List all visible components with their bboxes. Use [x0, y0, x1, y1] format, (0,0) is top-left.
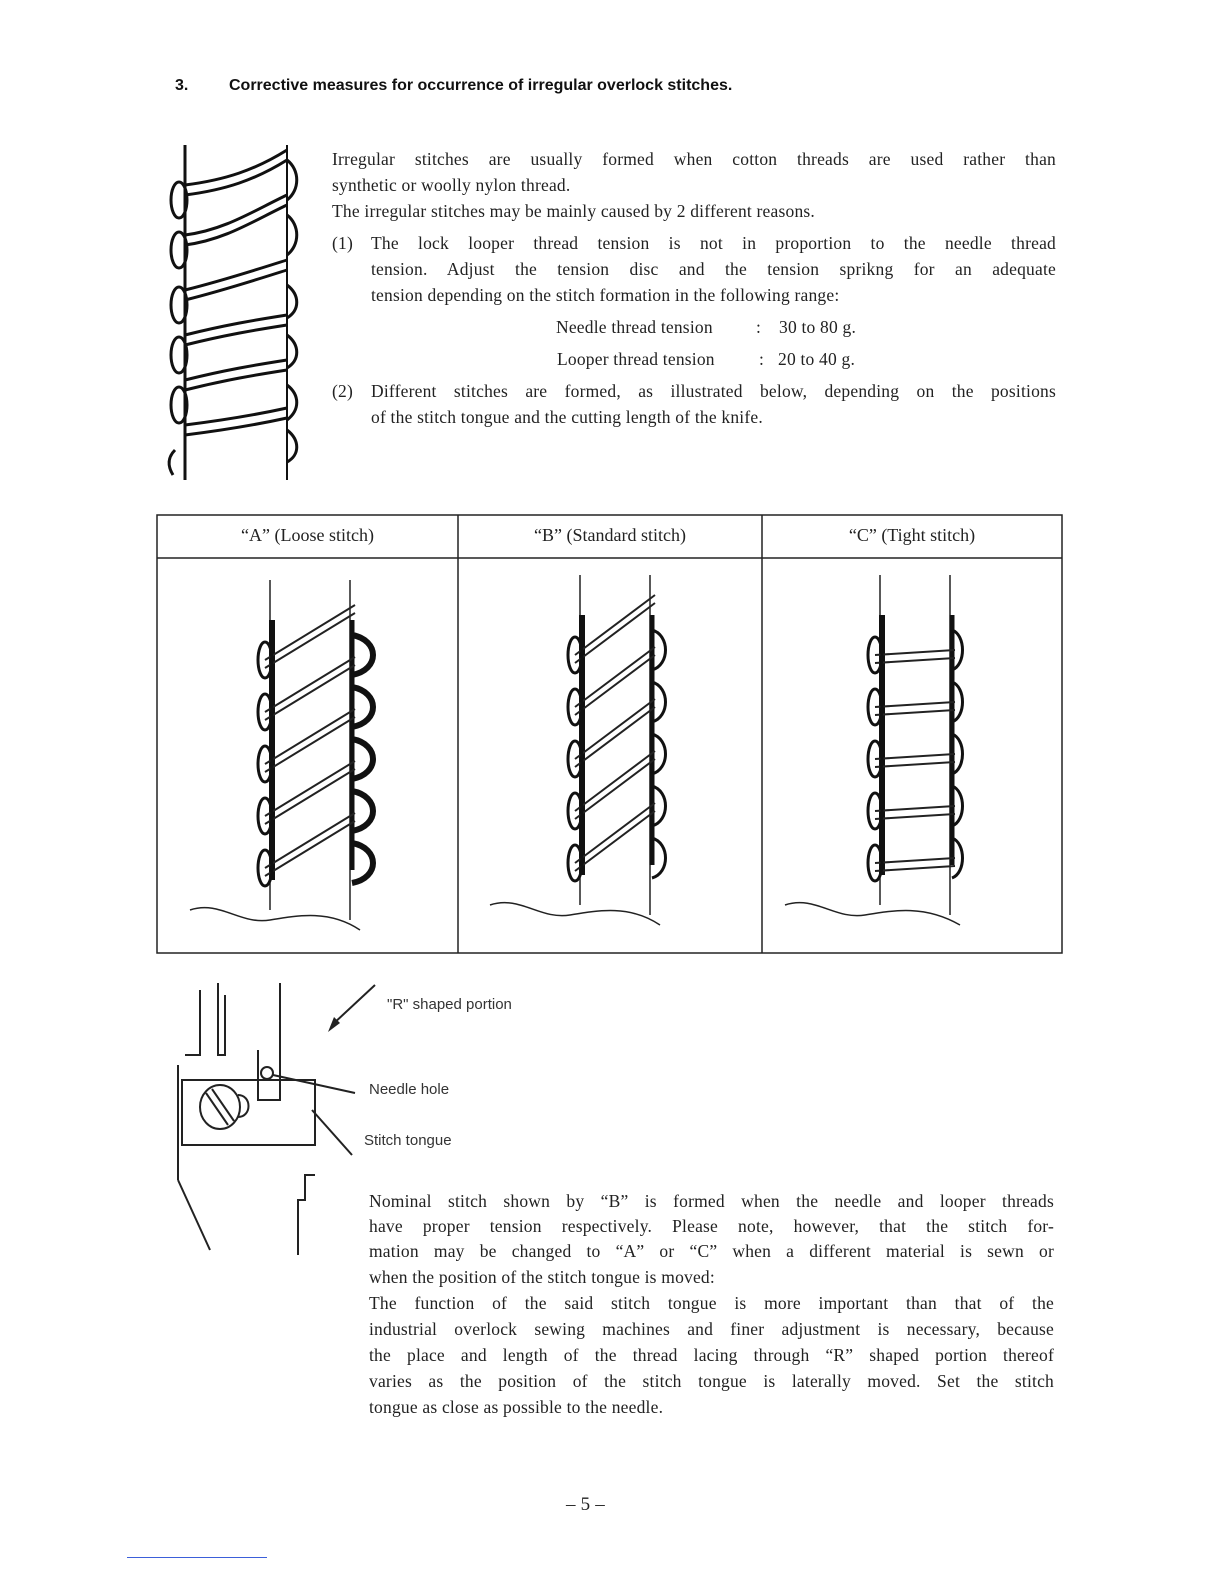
- column-header-loose-stitch: “A” (Loose stitch): [241, 525, 374, 545]
- closing-line: Nominal stitch shown by “B” is formed when the needle and looper threads: [369, 1191, 1054, 1211]
- loop: [352, 791, 373, 831]
- reason2-number: (2): [332, 381, 354, 401]
- closing-line: The function of the said stitch tongue is more important than that of the: [369, 1293, 1054, 1313]
- loose-stitch-illustration: [190, 580, 430, 940]
- looper-thread: [875, 858, 955, 871]
- standard-stitch-illustration: [490, 575, 730, 935]
- intro-line: Irregular stitches are usually formed when cotton threads are used rather than: [332, 149, 1056, 169]
- looper-thread: [575, 803, 655, 871]
- fabric-edge: [490, 903, 660, 925]
- column-header-tight-stitch: “C” (Tight stitch): [848, 525, 976, 545]
- section-number: 3.: [175, 77, 189, 94]
- reason1-line: The lock looper thread tension is not in proportion to the needle thread: [371, 233, 1056, 253]
- closing-line: tongue as close as possible to the needle.: [369, 1397, 664, 1417]
- looper-thread: [265, 813, 355, 876]
- looper-tension-sep: :: [759, 349, 765, 369]
- closing-line: have proper tension respectively. Please note, however, that the stitch for-: [369, 1216, 1054, 1236]
- looper-thread: [875, 650, 955, 663]
- looper-thread: [265, 761, 355, 824]
- column-header-standard-stitch: “B” (Standard stitch): [534, 525, 686, 545]
- closing-line: when the position of the stitch tongue is moved:: [369, 1267, 715, 1287]
- stitch-tongue-label: Stitch tongue: [364, 1132, 452, 1149]
- loop: [352, 739, 373, 779]
- reason2-line: Different stitches are formed, as illustrated below, depending on the positions: [371, 381, 1056, 401]
- needle-tension-label: Needle thread tension: [556, 317, 713, 337]
- section-title: Corrective measures for occurrence of irregular overlock stitches.: [229, 77, 733, 94]
- r-shaped-portion-label: "R" shaped portion: [387, 996, 512, 1013]
- fabric-edge: [190, 908, 360, 930]
- footer-rule: [127, 1557, 267, 1558]
- looper-thread: [575, 647, 655, 715]
- needle-tension-value: 30 to 80 g.: [779, 317, 857, 337]
- reason1-line: tension depending on the stitch formation in the following range:: [371, 285, 840, 305]
- closing-line: mation may be changed to “A” or “C” when a different material is sewn or: [369, 1241, 1054, 1261]
- looper-thread: [265, 657, 355, 720]
- intro-line: The irregular stitches may be mainly caused by 2 different reasons.: [332, 201, 815, 221]
- reason1-line: tension. Adjust the tension disc and the tension sprikng for an adequate: [371, 259, 1056, 279]
- looper-thread: [265, 709, 355, 772]
- tight-stitch-illustration: [785, 575, 1025, 935]
- stitch-tongue-diagram: [170, 965, 390, 1255]
- looper-thread: [265, 605, 355, 668]
- closing-line: the place and length of the thread lacing through “R” shaped portion thereof: [369, 1345, 1054, 1365]
- intro-line: synthetic or woolly nylon thread.: [332, 175, 571, 195]
- looper-tension-value: 20 to 40 g.: [778, 349, 856, 369]
- looper-thread: [575, 751, 655, 819]
- loop: [352, 687, 373, 727]
- page-number: – 5 –: [566, 1494, 605, 1515]
- loop: [352, 635, 373, 675]
- closing-line: varies as the position of the stitch tongue is laterally moved. Set the stitch: [369, 1371, 1054, 1391]
- looper-thread: [575, 595, 655, 663]
- needle-tension-sep: :: [756, 317, 762, 337]
- reason2-line: of the stitch tongue and the cutting length of the knife.: [371, 407, 763, 427]
- fabric-edge: [785, 903, 960, 925]
- closing-line: industrial overlock sewing machines and finer adjustment is necessary, because: [369, 1319, 1054, 1339]
- looper-tension-label: Looper thread tension: [557, 349, 715, 369]
- looper-thread: [575, 699, 655, 767]
- looper-thread: [875, 806, 955, 819]
- looper-thread: [875, 754, 955, 767]
- reason1-number: (1): [332, 233, 354, 253]
- looper-thread: [875, 702, 955, 715]
- needle-hole-label: Needle hole: [369, 1081, 450, 1098]
- loop: [352, 843, 373, 883]
